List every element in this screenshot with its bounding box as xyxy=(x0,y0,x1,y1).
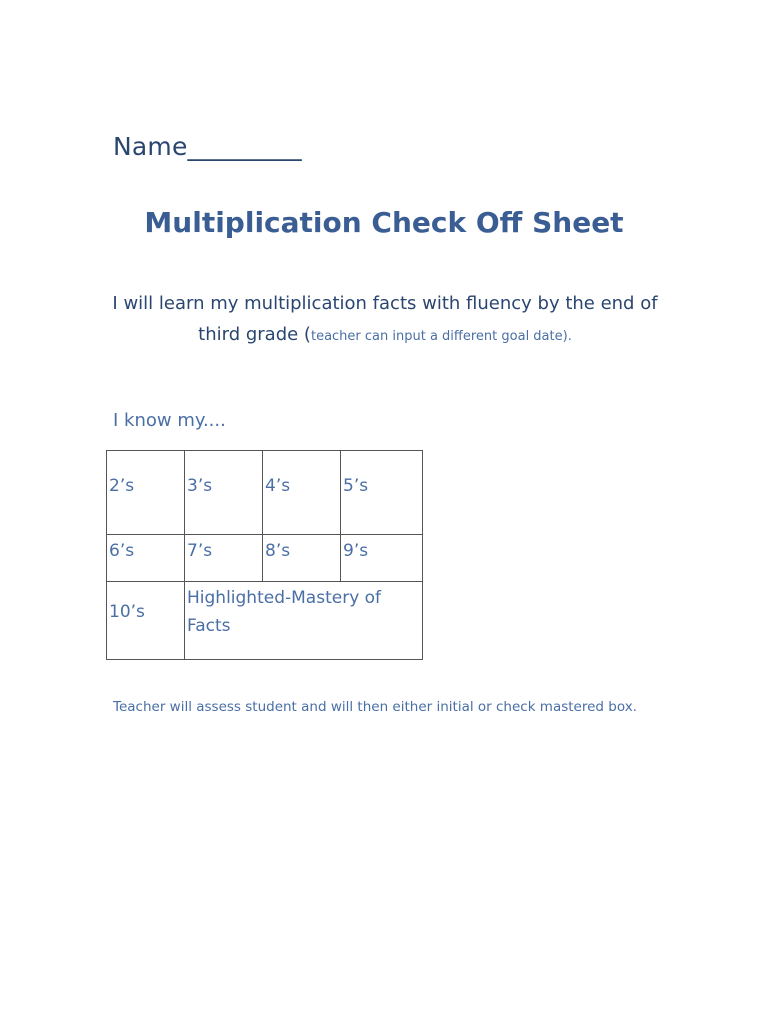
fact-cell-6s[interactable] xyxy=(107,535,185,582)
table-row xyxy=(107,535,423,582)
fact-cell-8s[interactable] xyxy=(263,535,341,582)
fact-cell-7s[interactable] xyxy=(185,535,263,582)
fact-label: 8’s xyxy=(265,541,291,561)
fact-cell-10s[interactable] xyxy=(107,582,185,660)
teacher-instructions: Teacher will assess student and will then either initial or check mastered box. xyxy=(113,699,637,715)
fact-cell-9s[interactable] xyxy=(341,535,423,582)
fact-label: 7’s xyxy=(187,541,213,561)
fact-cell-3s[interactable] xyxy=(185,451,263,535)
name-field-label: Name_________ xyxy=(113,132,302,161)
multiplication-facts-table xyxy=(106,450,423,660)
fact-label: 3’s xyxy=(187,476,213,496)
fact-cell-2s[interactable] xyxy=(107,451,185,535)
fact-label: 6’s xyxy=(109,541,135,561)
goal-main-text: I will learn my multiplication facts with fluency by the end of third grade ( xyxy=(112,293,658,345)
fact-label: 5’s xyxy=(343,476,369,496)
fact-label: 10’s xyxy=(109,602,145,622)
fact-cell-4s[interactable] xyxy=(263,451,341,535)
fact-cell-5s[interactable] xyxy=(341,451,423,535)
fact-label: 2’s xyxy=(109,476,135,496)
page-title: Multiplication Check Off Sheet xyxy=(144,206,624,239)
fact-label: 9’s xyxy=(343,541,369,561)
goal-statement xyxy=(100,288,670,352)
i-know-heading: I know my.... xyxy=(113,410,226,431)
mastery-legend-cell: Highlighted-Mastery of Facts xyxy=(185,582,423,660)
table-row xyxy=(107,451,423,535)
goal-note-text: teacher can input a different goal date xyxy=(310,329,563,344)
fact-label: 4’s xyxy=(265,476,291,496)
goal-close-text: ). xyxy=(562,329,572,344)
table-row xyxy=(107,582,423,660)
